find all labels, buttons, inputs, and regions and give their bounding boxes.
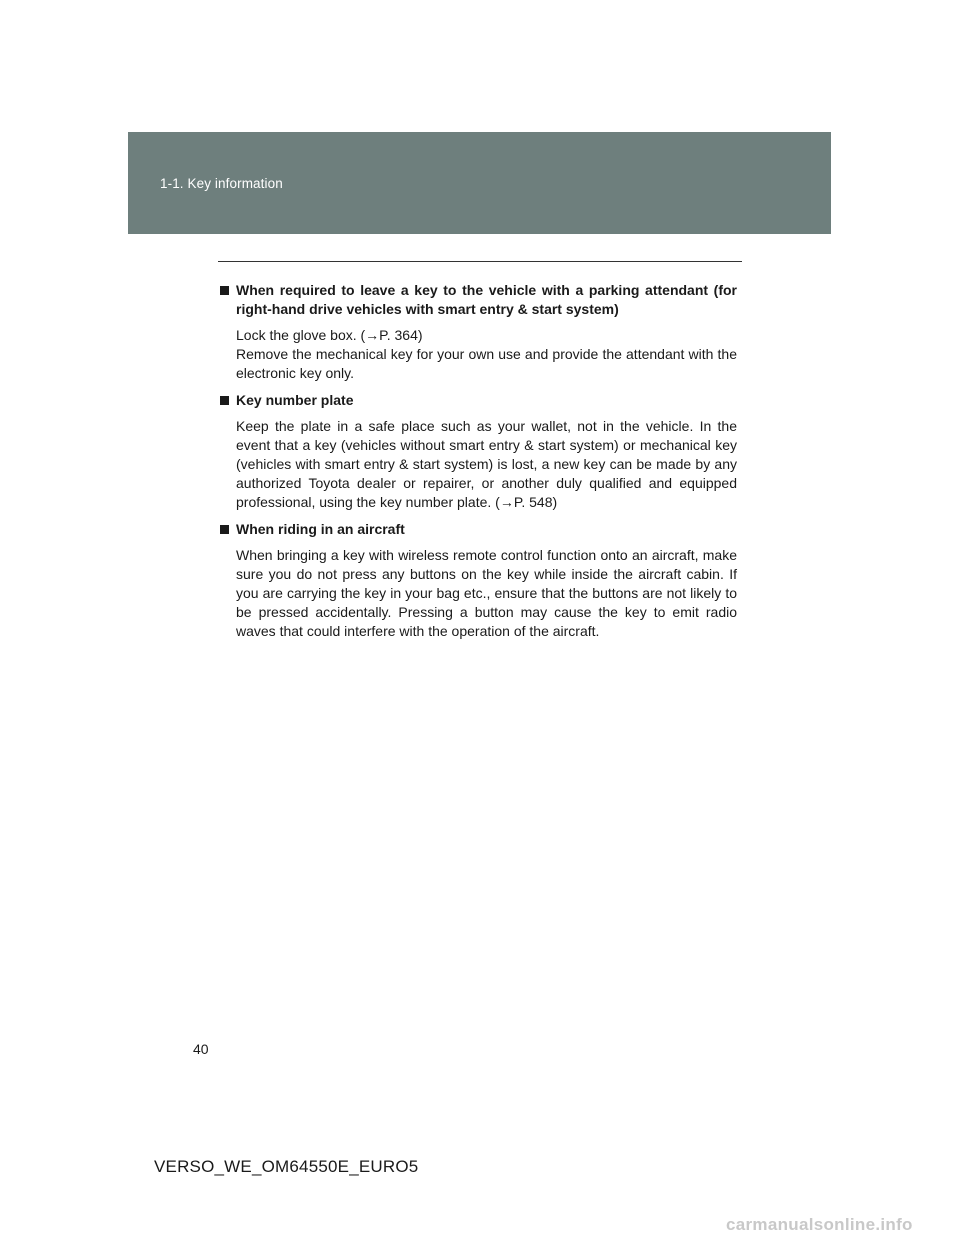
site-watermark: carmanualsonline.info: [726, 1215, 913, 1234]
item-heading-text: Key number plate: [236, 392, 354, 408]
section-header-bar: [128, 132, 831, 234]
square-bullet-icon: [220, 525, 229, 534]
item-heading-text: When riding in an aircraft: [236, 521, 405, 537]
item-paragraph: Lock the glove box. (→P. 364): [236, 327, 423, 343]
item-body: [236, 417, 737, 512]
item-body: [236, 326, 737, 383]
item-paragraph: Keep the plate in a safe place such as your wallet, not in the vehicle. In the event that a key (vehicles without smart entry & start system) or mechanical key (vehicles with smart entry & start system) is lost, a new key can be made by any authorized Toyota dealer or repairer, or another duly qualified and equipped professional, using the key number plate. (→P. 548): [236, 418, 737, 510]
page-number: 40: [193, 1041, 209, 1057]
item-paragraph: Remove the mechanical key for your own use and provide the attendant with the electronic key only.: [236, 346, 737, 381]
item-heading: [219, 520, 737, 539]
item-paragraph: When bringing a key with wireless remote control function onto an aircraft, make sure you do not press any buttons on the key while inside the aircraft cabin. If you are carrying the key in your bag etc., ensure that the buttons are not likely to be pressed accidentally. Pressing a button may cause the key to emit radio waves that could interfere with the operation of the aircraft.: [236, 547, 737, 639]
section-title: 1-1. Key information: [160, 176, 283, 191]
top-divider: [218, 261, 742, 262]
item-heading: [219, 281, 737, 319]
square-bullet-icon: [220, 286, 229, 295]
item-body: [236, 546, 737, 641]
document-code: VERSO_WE_OM64550E_EURO5: [154, 1157, 419, 1176]
item-heading-text: When required to leave a key to the vehicle with a parking attendant (for right-hand drive vehicles with smart entry & start system): [236, 282, 737, 317]
item-heading: [219, 391, 737, 410]
list-item: [219, 520, 737, 641]
list-item: [219, 281, 737, 383]
content-area: [219, 281, 737, 649]
square-bullet-icon: [220, 396, 229, 405]
list-item: [219, 391, 737, 512]
